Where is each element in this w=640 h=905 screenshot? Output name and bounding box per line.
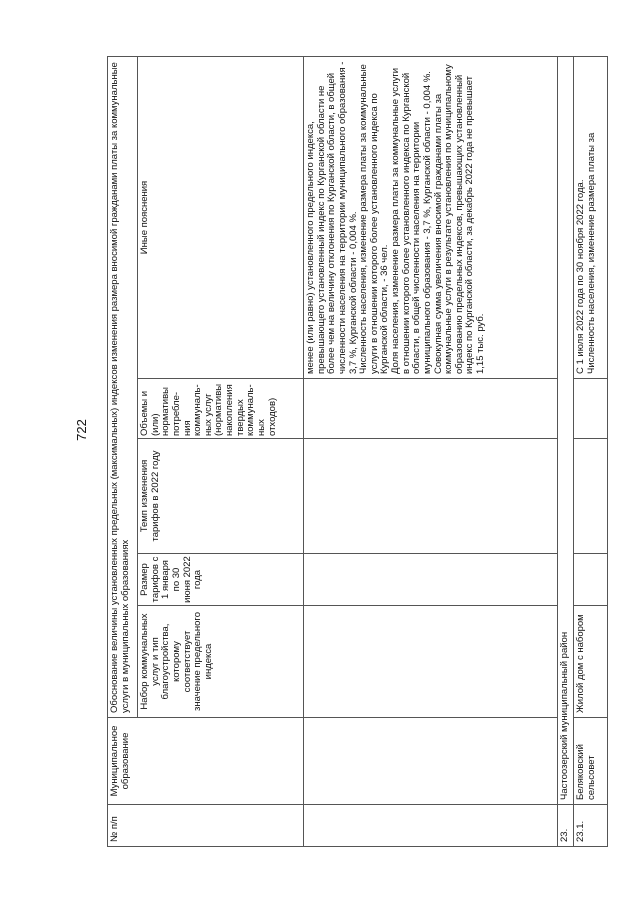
header-services-set: Набор коммунальных услуг и тип благоустройства, которому соответствует значение предельного индекса: [138, 606, 304, 718]
row-no: 23.1.: [574, 805, 608, 847]
table-row: [574, 57, 608, 847]
row-other-explanation: С 1 июля 2022 года по 30 ноября 2022 года. Численность населения, изменение размера платы за: [574, 57, 608, 379]
page-number: 722: [74, 419, 89, 441]
rotated-table-container: [107, 57, 609, 847]
header-tariff-size: Размер тарифов с 1 января по 30 июня 2022 года: [138, 554, 304, 606]
tariff-index-table: [107, 56, 608, 847]
header-volumes: Объемы и (или) нормативы потребле-ния коммуналь-ных услуг (нормативы накопления твердых коммуналь-ных отходов): [138, 379, 304, 439]
row-municipality: Беляковский сельсовет: [574, 718, 608, 805]
region-row: [558, 57, 574, 847]
header-row-1: [108, 57, 138, 847]
header-no: № п/п: [108, 805, 304, 847]
region-name: Частоозерский муниципальный район: [558, 57, 574, 805]
header-tariff-rate: Темп изменения тарифов в 2022 году: [138, 439, 304, 554]
region-no: 23.: [558, 805, 574, 847]
header-justification: Обоснование величины установленных предельных (максимальных) индексов изменения размера вносимой гражданами платы за коммунальные услуги в муниципальных образованиях: [108, 57, 138, 718]
continuation-row: [304, 57, 558, 847]
row-services: Жилой дом с набором: [574, 606, 608, 718]
header-other-explanations: Иные пояснения: [138, 57, 304, 379]
continuation-explanation: менее (или равно) установленного предельного индекса, превышающего установленный индекс по Курганской области не более чем на величину отклонения по Курганской области, в общей численности населения на территории муниципального образования - 3,7 %, Курганской области - 0,004 %. Численность населения, изменение размера платы за коммунальные услуги в отношении которого более установленного индекса по Курганской области, - 36 чел. Доля населения, изменение размера платы за коммунальные услуги в отношении которого более установленного индекса по Курганской области, в общей численности населения на территории муниципального образования - 3,7 %, Курганской области - 0,004 %. Совокупная сумма увеличения вносимой гражданами платы за коммунальные услуги в результате установления по муниципальному образованию предельных индексов, превышающих установленный индекс по Курганской области, за декабрь 2022 года не превышает 1,15 тыс. руб.: [304, 57, 558, 379]
header-municipality: Муниципальное образование: [108, 718, 304, 805]
